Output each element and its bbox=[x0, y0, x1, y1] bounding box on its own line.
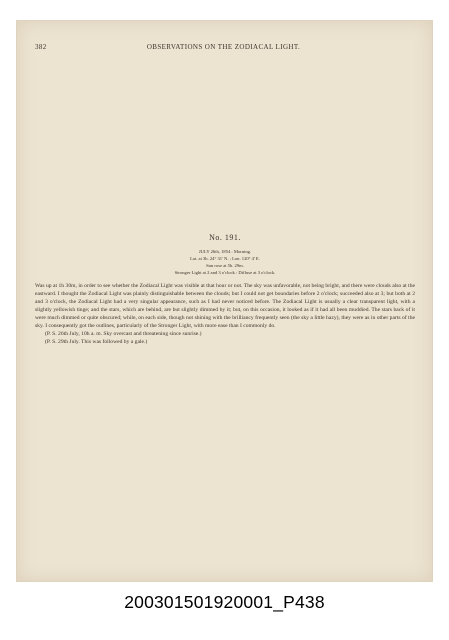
entry-position: Lat. at 3h. 24° 31' N. ; Lon. 120° 4' E. bbox=[190, 256, 260, 261]
entry-number: No. 191. bbox=[209, 233, 241, 242]
scan-id-caption: 200301501920001_P438 bbox=[124, 592, 325, 612]
scanned-page bbox=[16, 20, 433, 582]
entry-sunrise: Sun rose at 5h. 29m. bbox=[206, 263, 244, 268]
entry-body bbox=[35, 282, 415, 346]
entry-date: JULY 26th, 1854 : Morning. bbox=[198, 249, 252, 254]
observation-entry bbox=[35, 233, 415, 346]
postscript-1: (P. S. 26th July, 10h a. m. Sky overcast and threatening since sunrise.) bbox=[45, 331, 202, 337]
page-number: 382 bbox=[35, 43, 47, 51]
running-title: OBSERVATIONS ON THE ZODIACAL LIGHT. bbox=[146, 43, 301, 51]
entry-light-times: Stronger Light at 2 and 3 o'clock : Diffuse at 3 o'clock. bbox=[174, 270, 276, 275]
body-paragraph: Was up at 1h 30m, in order to see whether the Zodiacal Light was visible at that hour or not. The sky was unfavorable, not being bright, and there were clouds also at the eastward. I thought the Zodiacal Light was plainly distinguishable between the clouds; but I could not get boundaries before 2 o'clock; succeeded also at 3; but both at 2 and 3 o'clock, the Zodiacal Light had a very singular appearance, such as I had never noticed before. The Zodiacal Light is usually a clear transparent light, with a slightly yellowish tinge; and the stars, which are behind, are but slightly dimmed by it; but, on this occasion, it looked as if it had all been muddied. The stars back of it were much dimmed or quite obscured; while, on each side, though not shining with the brilliancy frequently seen (the sky a little hazy), they were as in other parts of the sky. I consequently got the outlines, particularly of the Stronger Light, with more ease than I commonly do. bbox=[35, 283, 415, 329]
postscript-2: (P. S. 29th July. This was followed by a gale.) bbox=[45, 339, 148, 345]
